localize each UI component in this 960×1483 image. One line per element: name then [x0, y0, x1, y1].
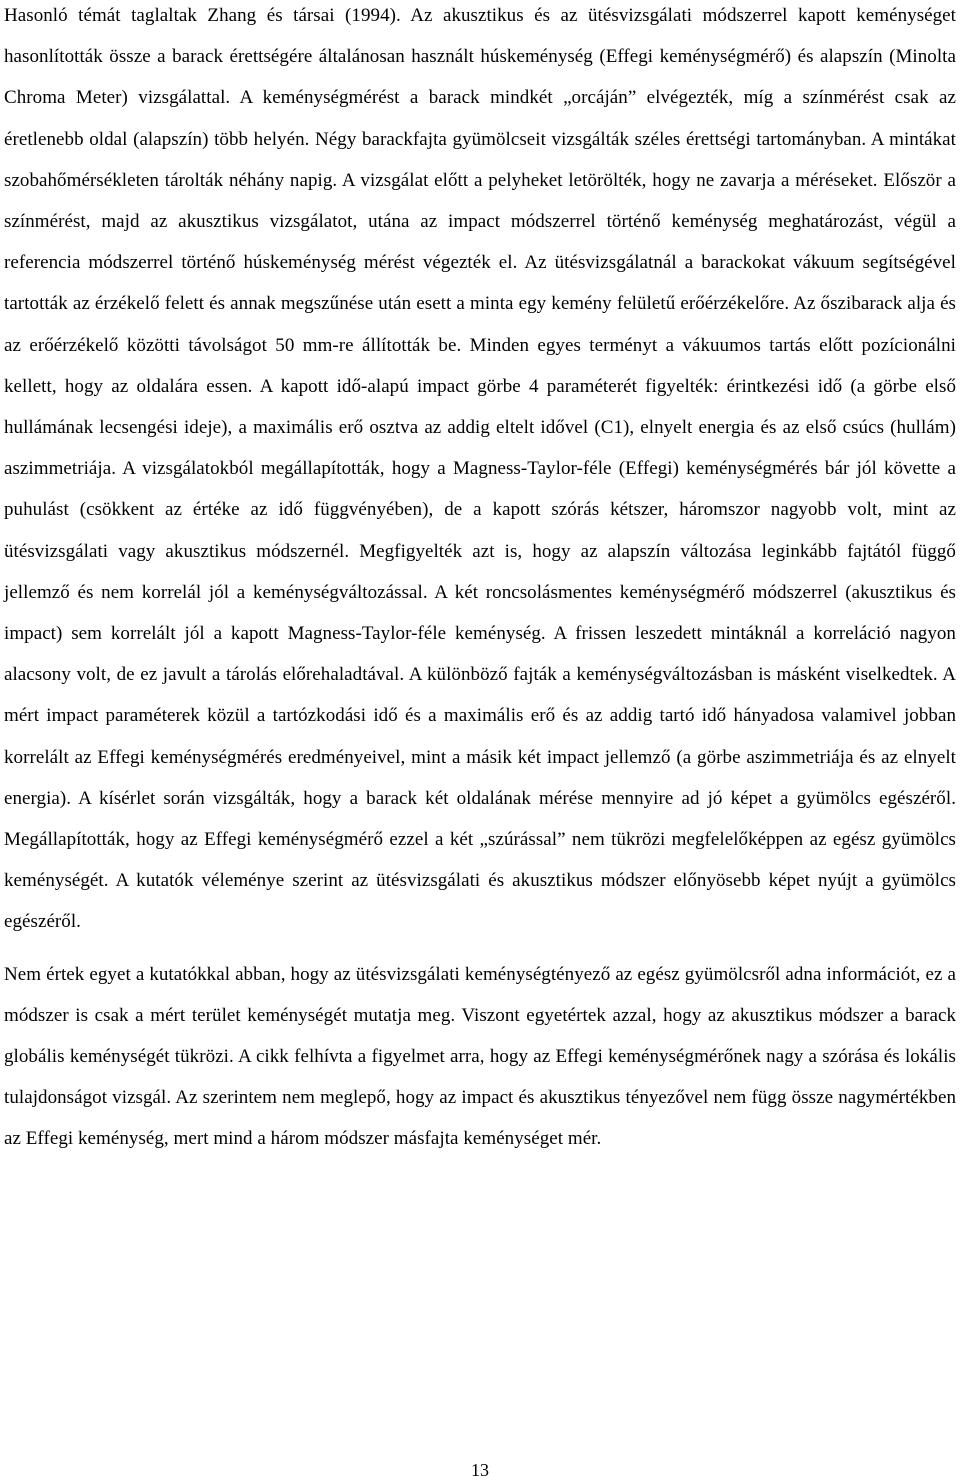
body-paragraph-2: Nem értek egyet a kutatókkal abban, hogy az ütésvizsgálati keménységtényező az egész gyümölcsről adna információt, ez a módszer is csak a mért terület keménységét mutatja meg. Viszont egyetértek azzal, hogy az akusztikus módszer a barack globális keménységét tükrözi. A cikk felhívta a figyelmet arra, hogy az Effegi keménységmérőnek nagy a szórása és lokális tulajdonságot vizsgál. Az szerintem nem meglepő, hogy az impact és akusztikus tényezővel nem függ össze nagymértékben az Effegi keménység, mert mind a három módszer másfajta keménységet mér.	[4, 963, 956, 1150]
body-paragraph-1: Hasonló témát taglaltak Zhang és társai (1994). Az akusztikus és az ütésvizsgálati módszerrel kapott keménységet hasonlították össze a barack érettségére általánosan használt húskeménység (Effegi keménységmérő) és alapszín (Minolta Chroma Meter) vizsgálattal. A keménységmérést a barack mindkét „orcáján” elvégezték, míg a színmérést csak az éretlenebb oldal (alapszín) több helyén. Négy barackfajta gyümölcseit vizsgálták széles érettségi tartományban. A mintákat szobahőmérsékleten tárolták néhány napig. A vizsgálat előtt a pelyheket letörölték, hogy ne zavarja a méréseket. Először a színmérést, majd az akusztikus vizsgálatot, utána az impact módszerrel történő keménység meghatározást, végül a referencia módszerrel történő húskeménység mérést végezték el. Az ütésvizsgálatnál a barackokat vákuum segítségével tartották az érzékelő felett és annak megszűnése után esett a minta egy kemény felületű erőérzékelőre. Az őszibarack alja és az erőérzékelő közötti távolságot 50 mm-re állították be. Minden egyes terményt a vákuumos tartás előtt pozícionálni kellett, hogy az oldalára essen. A kapott idő-alapú impact görbe 4 paraméterét figyelték: érintkezési idő (a görbe első hullámának lecsengési ideje), a maximális erő osztva az addig eltelt idővel (C1), elnyelt energia és az első csúcs (hullám) aszimmetriája. A vizsgálatokból megállapították, hogy a Magness-Taylor-féle (Effegi) keménységmérés bár jól követte a puhulást (csökkent az értéke az idő függvényében), de a kapott szórás kétszer, háromszor nagyobb volt, mint az ütésvizsgálati vagy akusztikus módszernél. Megfigyelték azt is, hogy az alapszín változása leginkább fajtától függő jellemző és nem korrelál jól a keménységváltozással. A két roncsolásmentes keménységmérő módszerrel (akusztikus és impact) sem korrelált jól a kapott Magness-Taylor-féle keménység. A frissen leszedett mintáknál a korreláció nagyon alacsony volt, de ez javult a tárolás előrehaladtával. A különböző fajták a keménységváltozásban is másként viselkedtek. A mért impact paraméterek közül a tartózkodási idő és a maximális erő és az addig tartó idő hányadosa valamivel jobban korrelált az Effegi keménységmérés eredményeivel, mint a másik két impact jellemző (a görbe aszimmetriája és az elnyelt energia). A kísérlet során vizsgálták, hogy a barack két oldalának mérése mennyire ad jó képet a gyümölcs egészéről. Megállapították, hogy az Effegi keménységmérő ezzel a két „szúrással” nem tükrözi megfelelőképpen az egész gyümölcs keménységét. A kutatók véleménye szerint az ütésvizsgálati és akusztikus módszer előnyösebb képet nyújt a gyümölcs egészéről.	[4, 5, 956, 933]
page-number: 13	[471, 1460, 489, 1480]
